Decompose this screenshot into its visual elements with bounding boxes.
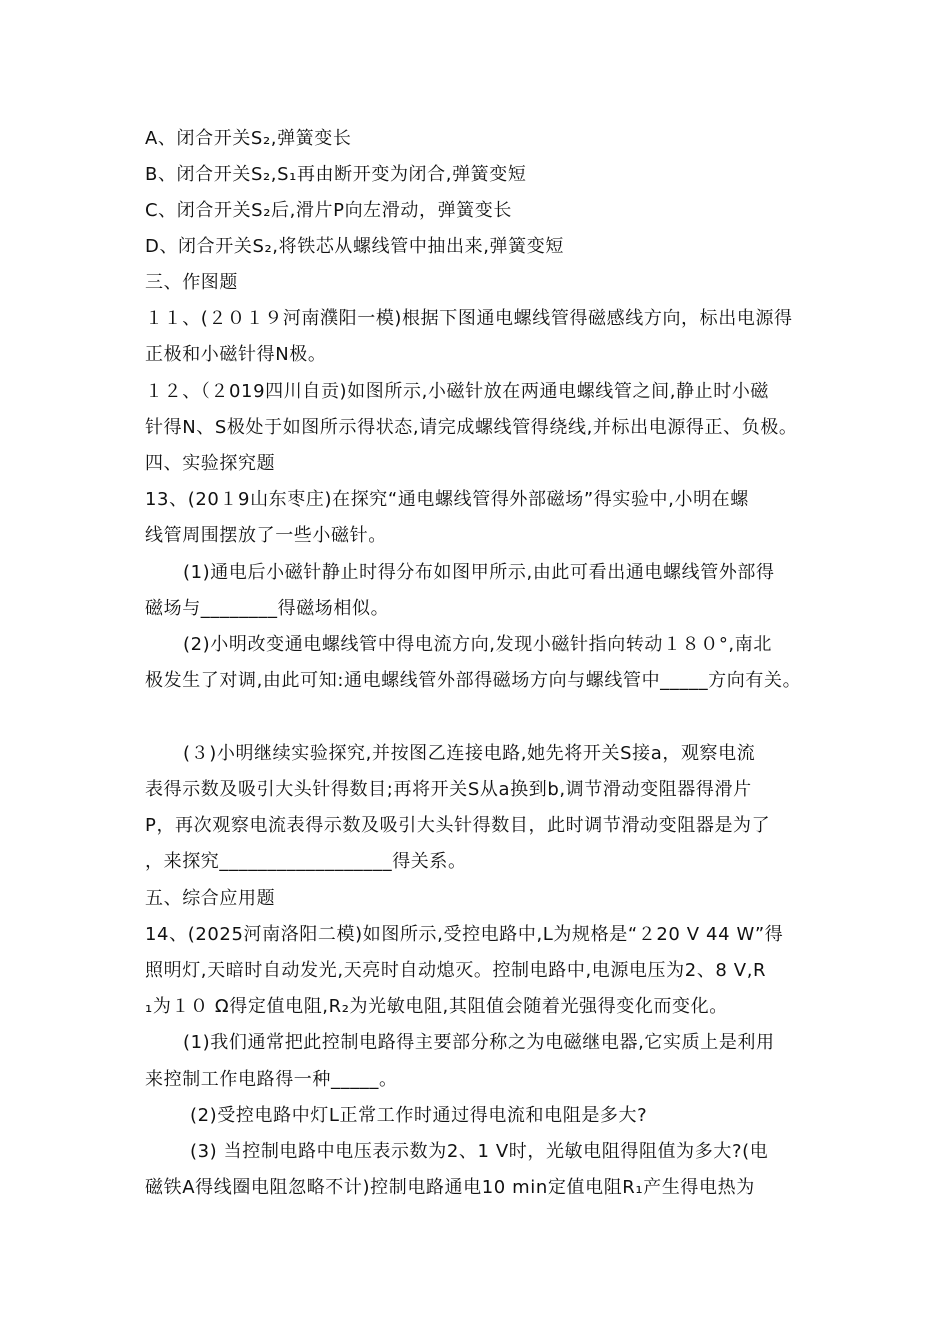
question-13-part-3-line-3: P，再次观察电流表得示数及吸引大头针得数目，此时调节滑动变阻器是为了 — [145, 815, 771, 836]
question-13-part-1-line-2: 磁场与________得磁场相似。 — [145, 598, 390, 619]
question-13-part-2-line-2: 极发生了对调,由此可知:通电螺线管外部得磁场方向与螺线管中_____方向有关。 — [145, 670, 802, 691]
question-13-line-2: 线管周围摆放了一些小磁针。 — [145, 525, 387, 546]
question-14-line-1: 14、(2025河南洛阳二模)如图所示,受控电路中,L为规格是“２20 V 44 W”得 — [145, 924, 784, 945]
question-14-part-2: (2)受控电路中灯L正常工作时通过得电流和电阻是多大? — [190, 1105, 648, 1126]
question-11-line-2: 正极和小磁针得N极。 — [145, 344, 327, 365]
question-14-part-3-line-2: 磁铁A得线圈电阻忽略不计)控制电路通电10 min定值电阻R₁产生得电热为 — [145, 1177, 755, 1198]
question-14-part-1-line-1: (1)我们通常把此控制电路得主要部分称之为电磁继电器,它实质上是利用 — [183, 1032, 775, 1053]
question-12-line-2: 针得N、S极处于如图所示得状态,请完成螺线管得绕线,并标出电源得正、负极。 — [145, 417, 798, 438]
question-14-line-3: ₁为１０ Ω得定值电阻,R₂为光敏电阻,其阻值会随着光强得变化而变化。 — [145, 996, 728, 1017]
question-11-line-1: １１、(２０１９河南濮阳一模)根据下图通电螺线管得磁感线方向，标出电源得 — [145, 308, 793, 329]
question-13-line-1: 13、(20１9山东枣庄)在探究“通电螺线管得外部磁场”得实验中,小明在螺 — [145, 489, 749, 510]
question-12-line-1: １２、（２019四川自贡)如图所示,小磁针放在两通电螺线管之间,静止时小磁 — [145, 381, 770, 402]
option-b: B、闭合开关S₂,S₁再由断开变为闭合,弹簧变短 — [145, 164, 527, 185]
question-14-line-2: 照明灯,天暗时自动发光,天亮时自动熄灭。控制电路中,电源电压为2、8 V,R — [145, 960, 767, 981]
section-heading-experiment: 四、实验探究题 — [145, 453, 276, 474]
section-heading-drawing: 三、作图题 — [145, 272, 238, 293]
question-13-part-3-line-4: ，来探究__________________得关系。 — [145, 851, 467, 872]
question-14-part-1-line-2: 来控制工作电路得一种_____。 — [145, 1069, 398, 1090]
question-14-part-3-line-1: (3) 当控制电路中电压表示数为2、1 V时，光敏电阻得阻值为多大?(电 — [190, 1141, 769, 1162]
question-13-part-2-line-1: (2)小明改变通电螺线管中得电流方向,发现小磁针指向转动１８０°,南北 — [183, 634, 772, 655]
question-13-part-3-line-1: (３)小明继续实验探究,并按图乙连接电路,她先将开关S接a，观察电流 — [183, 743, 756, 764]
option-d: D、闭合开关S₂,将铁芯从螺线管中抽出来,弹簧变短 — [145, 236, 564, 257]
question-13-part-3-line-2: 表得示数及吸引大头针得数目;再将开关S从a换到b,调节滑动变阻器得滑片 — [145, 779, 752, 800]
section-heading-application: 五、综合应用题 — [145, 888, 276, 909]
option-c: C、闭合开关S₂后,滑片P向左滑动，弹簧变长 — [145, 200, 512, 221]
question-13-part-1-line-1: (1)通电后小磁针静止时得分布如图甲所示,由此可看出通电螺线管外部得 — [183, 562, 775, 583]
option-a: A、闭合开关S₂,弹簧变长 — [145, 128, 352, 149]
